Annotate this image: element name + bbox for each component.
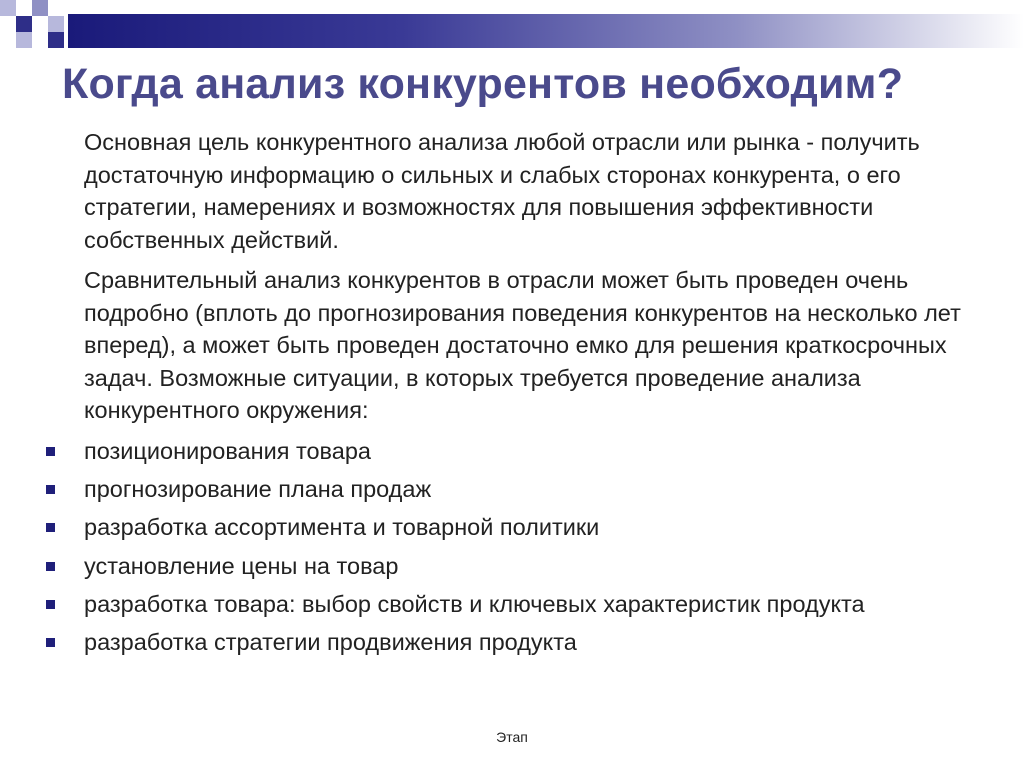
square-bullet-icon bbox=[46, 638, 55, 647]
list-item bbox=[84, 626, 994, 664]
list-item-text: позиционирования товара bbox=[84, 437, 371, 464]
list-item-text: прогнозирование плана продаж bbox=[84, 475, 432, 502]
header-gradient-bar bbox=[68, 14, 1024, 48]
square-bullet-icon bbox=[46, 447, 55, 456]
comparison-paragraph: Сравнительный анализ конкурентов в отрасли может быть проведен очень подробно (вплоть до прогнозирования поведения конкурентов на несколько лет вперед), а может быть проведен достаточно емко для решения краткосрочных задач. Возможные ситуации, в которых требуется проведение анализа конкурентного окружения: bbox=[84, 267, 961, 423]
square-bullet-icon bbox=[46, 600, 55, 609]
slide-title: Когда анализ конкурентов необходим? bbox=[62, 60, 904, 108]
situations-list bbox=[84, 435, 994, 665]
list-item-text: разработка ассортимента и товарной политики bbox=[84, 514, 600, 541]
list-item-text: разработка товара: выбор свойств и ключевых характеристик продукта bbox=[84, 591, 865, 618]
square-bullet-icon bbox=[46, 485, 55, 494]
slide-footer: Этап bbox=[496, 729, 528, 745]
list-item-text: установление цены на товар bbox=[84, 552, 399, 579]
list-item bbox=[84, 473, 994, 511]
square-bullet-icon bbox=[46, 523, 55, 532]
list-item bbox=[84, 588, 994, 626]
square-bullet-icon bbox=[46, 562, 55, 571]
list-item bbox=[84, 511, 994, 549]
list-item bbox=[84, 435, 994, 473]
list-item-text: разработка стратегии продвижения продукта bbox=[84, 629, 577, 656]
list-item bbox=[84, 550, 994, 588]
slide-content bbox=[84, 126, 994, 665]
intro-paragraph: Основная цель конкурентного анализа любой отрасли или рынка - получить достаточную информацию о сильных и слабых сторонах конкурента, о его стратегии, намерениях и возможностях для повышения эффективности собственных действий. bbox=[84, 129, 920, 253]
